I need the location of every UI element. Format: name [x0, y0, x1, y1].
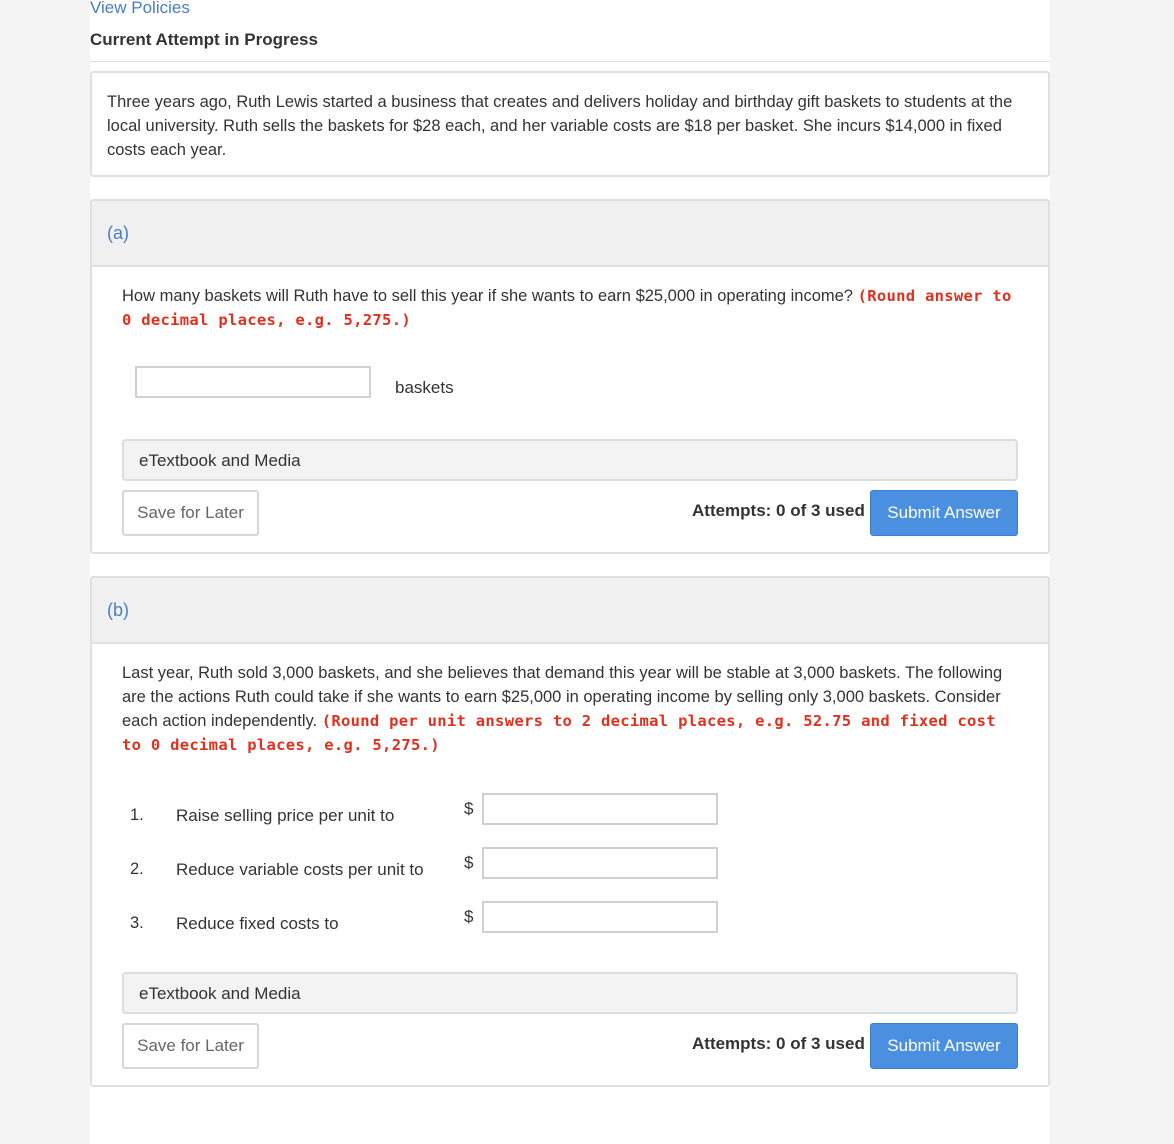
- action-label-1: Raise selling price per unit to: [176, 806, 395, 825]
- selling-price-input[interactable]: [482, 793, 718, 825]
- part-a-card: [90, 199, 1050, 554]
- part-a-hint: (Round answer to 0 decimal places, e.g. 5,275.): [122, 287, 1012, 329]
- part-b-header: [92, 578, 1048, 644]
- part-b-question-text: Last year, Ruth sold 3,000 baskets, and she believes that demand this year will be stable at 3,000 baskets. The following are the actions Ruth could take if she wants to earn $25,000 in operating income by selling only 3,000 baskets. Consider each action independently.: [122, 664, 1003, 730]
- part-b-hint: (Round per unit answers to 2 decimal places, e.g. 52.75 and fixed cost to 0 decimal places, e.g. 5,275.): [122, 712, 996, 754]
- etextbook-media-label-a: eTextbook and Media: [139, 451, 301, 470]
- etextbook-media-bar-a[interactable]: [122, 439, 1018, 481]
- baskets-unit-label: baskets: [395, 378, 454, 397]
- assignment-page: [90, 0, 1050, 1144]
- etextbook-media-label-b: eTextbook and Media: [139, 984, 301, 1003]
- action-row-2: [130, 854, 1030, 886]
- save-for-later-button-a[interactable]: Save for Later: [122, 490, 259, 536]
- intro-text: Three years ago, Ruth Lewis started a business that creates and delivers holiday and birthday gift baskets to students at the local university. Ruth sells the baskets for $28 each, and her variable costs are $18 per basket. She incurs $14,000 in fixed costs each year.: [107, 93, 1013, 159]
- view-policies-link[interactable]: View Policies: [90, 0, 190, 17]
- action-row-1: [130, 800, 1030, 832]
- action-label-3: Reduce fixed costs to: [176, 914, 339, 933]
- part-b-card: [90, 576, 1050, 1087]
- action-number-1: 1.: [130, 806, 144, 824]
- submit-answer-button-b[interactable]: Submit Answer: [870, 1023, 1018, 1069]
- part-a-header: [92, 201, 1048, 267]
- part-a-label: (a): [107, 223, 129, 243]
- baskets-answer-input[interactable]: [135, 366, 371, 398]
- action-label-2: Reduce variable costs per unit to: [176, 860, 424, 879]
- attempt-title: Current Attempt in Progress: [90, 30, 318, 49]
- action-row-3: [130, 908, 1030, 940]
- save-for-later-button-b[interactable]: Save for Later: [122, 1023, 259, 1069]
- currency-symbol-1: $: [464, 799, 474, 818]
- attempts-counter-a: Attempts: 0 of 3 used: [692, 501, 865, 520]
- part-a-question-text: How many baskets will Ruth have to sell this year if she wants to earn $25,000 in operating income?: [122, 287, 853, 305]
- currency-symbol-2: $: [464, 853, 474, 872]
- part-a-question: [122, 284, 1022, 332]
- currency-symbol-3: $: [464, 907, 474, 926]
- etextbook-media-bar-b[interactable]: [122, 972, 1018, 1014]
- attempts-counter-b: Attempts: 0 of 3 used: [692, 1034, 865, 1053]
- variable-cost-input[interactable]: [482, 847, 718, 879]
- part-b-question: [122, 661, 1022, 757]
- problem-intro: [90, 71, 1050, 177]
- action-number-3: 3.: [130, 914, 144, 932]
- fixed-cost-input[interactable]: [482, 901, 718, 933]
- action-number-2: 2.: [130, 860, 144, 878]
- part-b-label: (b): [107, 600, 129, 620]
- submit-answer-button-a[interactable]: Submit Answer: [870, 490, 1018, 536]
- header-divider: [90, 61, 1050, 62]
